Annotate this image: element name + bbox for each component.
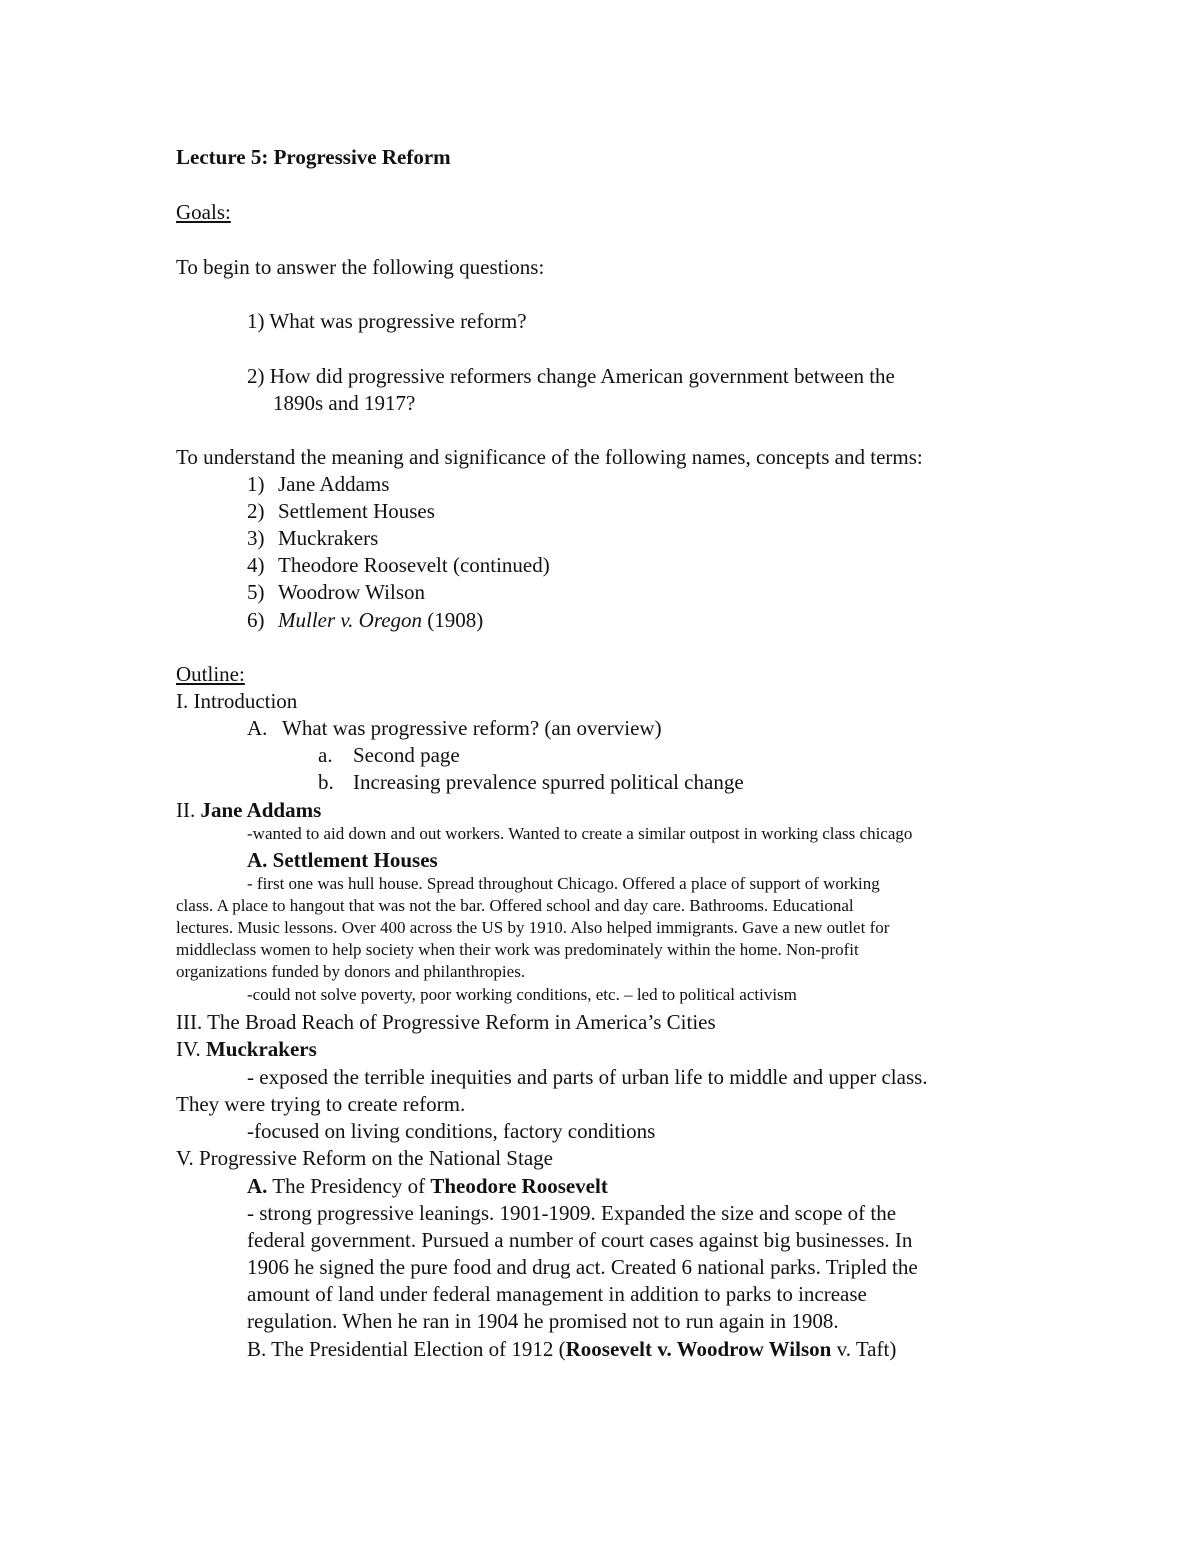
outline-numeral: II.: [176, 798, 201, 822]
outline-paragraph-line: - exposed the terrible inequities and parts of urban life to middle and upper class.: [247, 1065, 928, 1089]
questions-intro: To begin to answer the following questions:: [176, 255, 545, 279]
term-number: 3): [247, 526, 265, 550]
term-item: [247, 471, 389, 497]
outline-section-4: [176, 1036, 317, 1062]
term-item: [247, 525, 378, 551]
term-text: Muckrakers: [278, 526, 379, 550]
term-text: Woodrow Wilson: [278, 580, 425, 604]
term-case-name: Muller v. Oregon: [278, 608, 423, 632]
outline-letter: a.: [318, 743, 333, 767]
term-text: Settlement Houses: [278, 499, 435, 523]
outline-section-3: III. The Broad Reach of Progressive Reform in America’s Cities: [176, 1010, 716, 1034]
outline-paragraph-line: - first one was hull house. Spread throughout Chicago. Offered a place of support of working: [247, 874, 880, 893]
term-item: [247, 579, 425, 605]
outline-paragraph-line: class. A place to hangout that was not the bar. Offered school and day care. Bathrooms. Educational: [176, 896, 854, 915]
outline-section-1-a: [247, 715, 662, 741]
outline-heading-name: Theodore Roosevelt: [430, 1174, 608, 1198]
outline-heading: Outline:: [176, 662, 245, 686]
question-number: 2): [247, 364, 265, 388]
outline-paragraph-line: - strong progressive leanings. 1901-1909. Expanded the size and scope of the: [247, 1201, 897, 1225]
outline-paragraph-line: organizations funded by donors and philanthropies.: [176, 962, 526, 981]
term-number: 5): [247, 580, 265, 604]
outline-heading-name: Roosevelt v. Woodrow Wilson: [565, 1337, 832, 1361]
term-number: 2): [247, 499, 265, 523]
term-item: [247, 552, 550, 578]
outline-text: v. Taft): [831, 1337, 897, 1361]
term-item: [247, 498, 435, 524]
outline-paragraph-line: middleclass women to help society when their work was predominately within the home. Non-profit: [176, 940, 859, 959]
question-text: What was progressive reform?: [269, 309, 527, 333]
question-continuation: 1890s and 1917?: [273, 391, 416, 415]
outline-paragraph-line: 1906 he signed the pure food and drug act. Created 6 national parks. Tripled the: [247, 1255, 918, 1279]
term-text: Jane Addams: [278, 472, 390, 496]
outline-paragraph-line: regulation. When he ran in 1904 he promised not to run again in 1908.: [247, 1309, 839, 1333]
outline-subitem: [318, 769, 744, 795]
outline-letter: A.: [247, 1174, 268, 1198]
term-item: [247, 607, 483, 633]
terms-intro: To understand the meaning and significance of the following names, concepts and terms:: [176, 445, 923, 469]
outline-paragraph-line: They were trying to create reform.: [176, 1092, 466, 1116]
outline-text: Second page: [353, 743, 460, 767]
outline-heading-name: Muckrakers: [205, 1037, 317, 1061]
outline-note: -wanted to aid down and out workers. Wanted to create a similar outpost in working class chicago: [247, 824, 913, 843]
goals-heading: Goals:: [176, 200, 231, 224]
outline-section-5: V. Progressive Reform on the National Stage: [176, 1146, 553, 1170]
outline-paragraph-line: lectures. Music lessons. Over 400 across the US by 1910. Also helped immigrants. Gave a new outlet for: [176, 918, 890, 937]
outline-text: The Presidency of: [267, 1174, 431, 1198]
outline-paragraph-line: -focused on living conditions, factory conditions: [247, 1119, 656, 1143]
outline-section-2: [176, 797, 321, 823]
term-number: 4): [247, 553, 265, 577]
question-number: 1): [247, 309, 265, 333]
term-number: 6): [247, 608, 265, 632]
question-item: [247, 308, 527, 334]
outline-letter: A.: [247, 716, 268, 740]
outline-section-5-a: [247, 1173, 608, 1199]
question-text: How did progressive reformers change American government between the: [269, 364, 895, 388]
outline-text: Increasing prevalence spurred political change: [353, 770, 744, 794]
outline-section-1: I. Introduction: [176, 689, 298, 713]
outline-note: -could not solve poverty, poor working conditions, etc. – led to political activism: [247, 985, 797, 1004]
outline-text: What was progressive reform? (an overview): [282, 716, 662, 740]
outline-heading-name: Jane Addams: [200, 798, 322, 822]
outline-section-5-b: [247, 1336, 896, 1362]
outline-letter: b.: [318, 770, 334, 794]
outline-subitem: [318, 742, 460, 768]
outline-paragraph-line: federal government. Pursued a number of court cases against big businesses. In: [247, 1228, 913, 1252]
outline-text: B. The Presidential Election of 1912 (: [247, 1337, 566, 1361]
term-number: 1): [247, 472, 265, 496]
page-title: Lecture 5: Progressive Reform: [176, 145, 451, 169]
term-text: Theodore Roosevelt (continued): [278, 553, 550, 577]
term-case-year: (1908): [422, 608, 484, 632]
outline-paragraph-line: amount of land under federal management in addition to parks to increase: [247, 1282, 867, 1306]
outline-section-2-a: A. Settlement Houses: [247, 848, 438, 872]
outline-numeral: IV.: [176, 1037, 206, 1061]
question-item: [247, 363, 895, 389]
